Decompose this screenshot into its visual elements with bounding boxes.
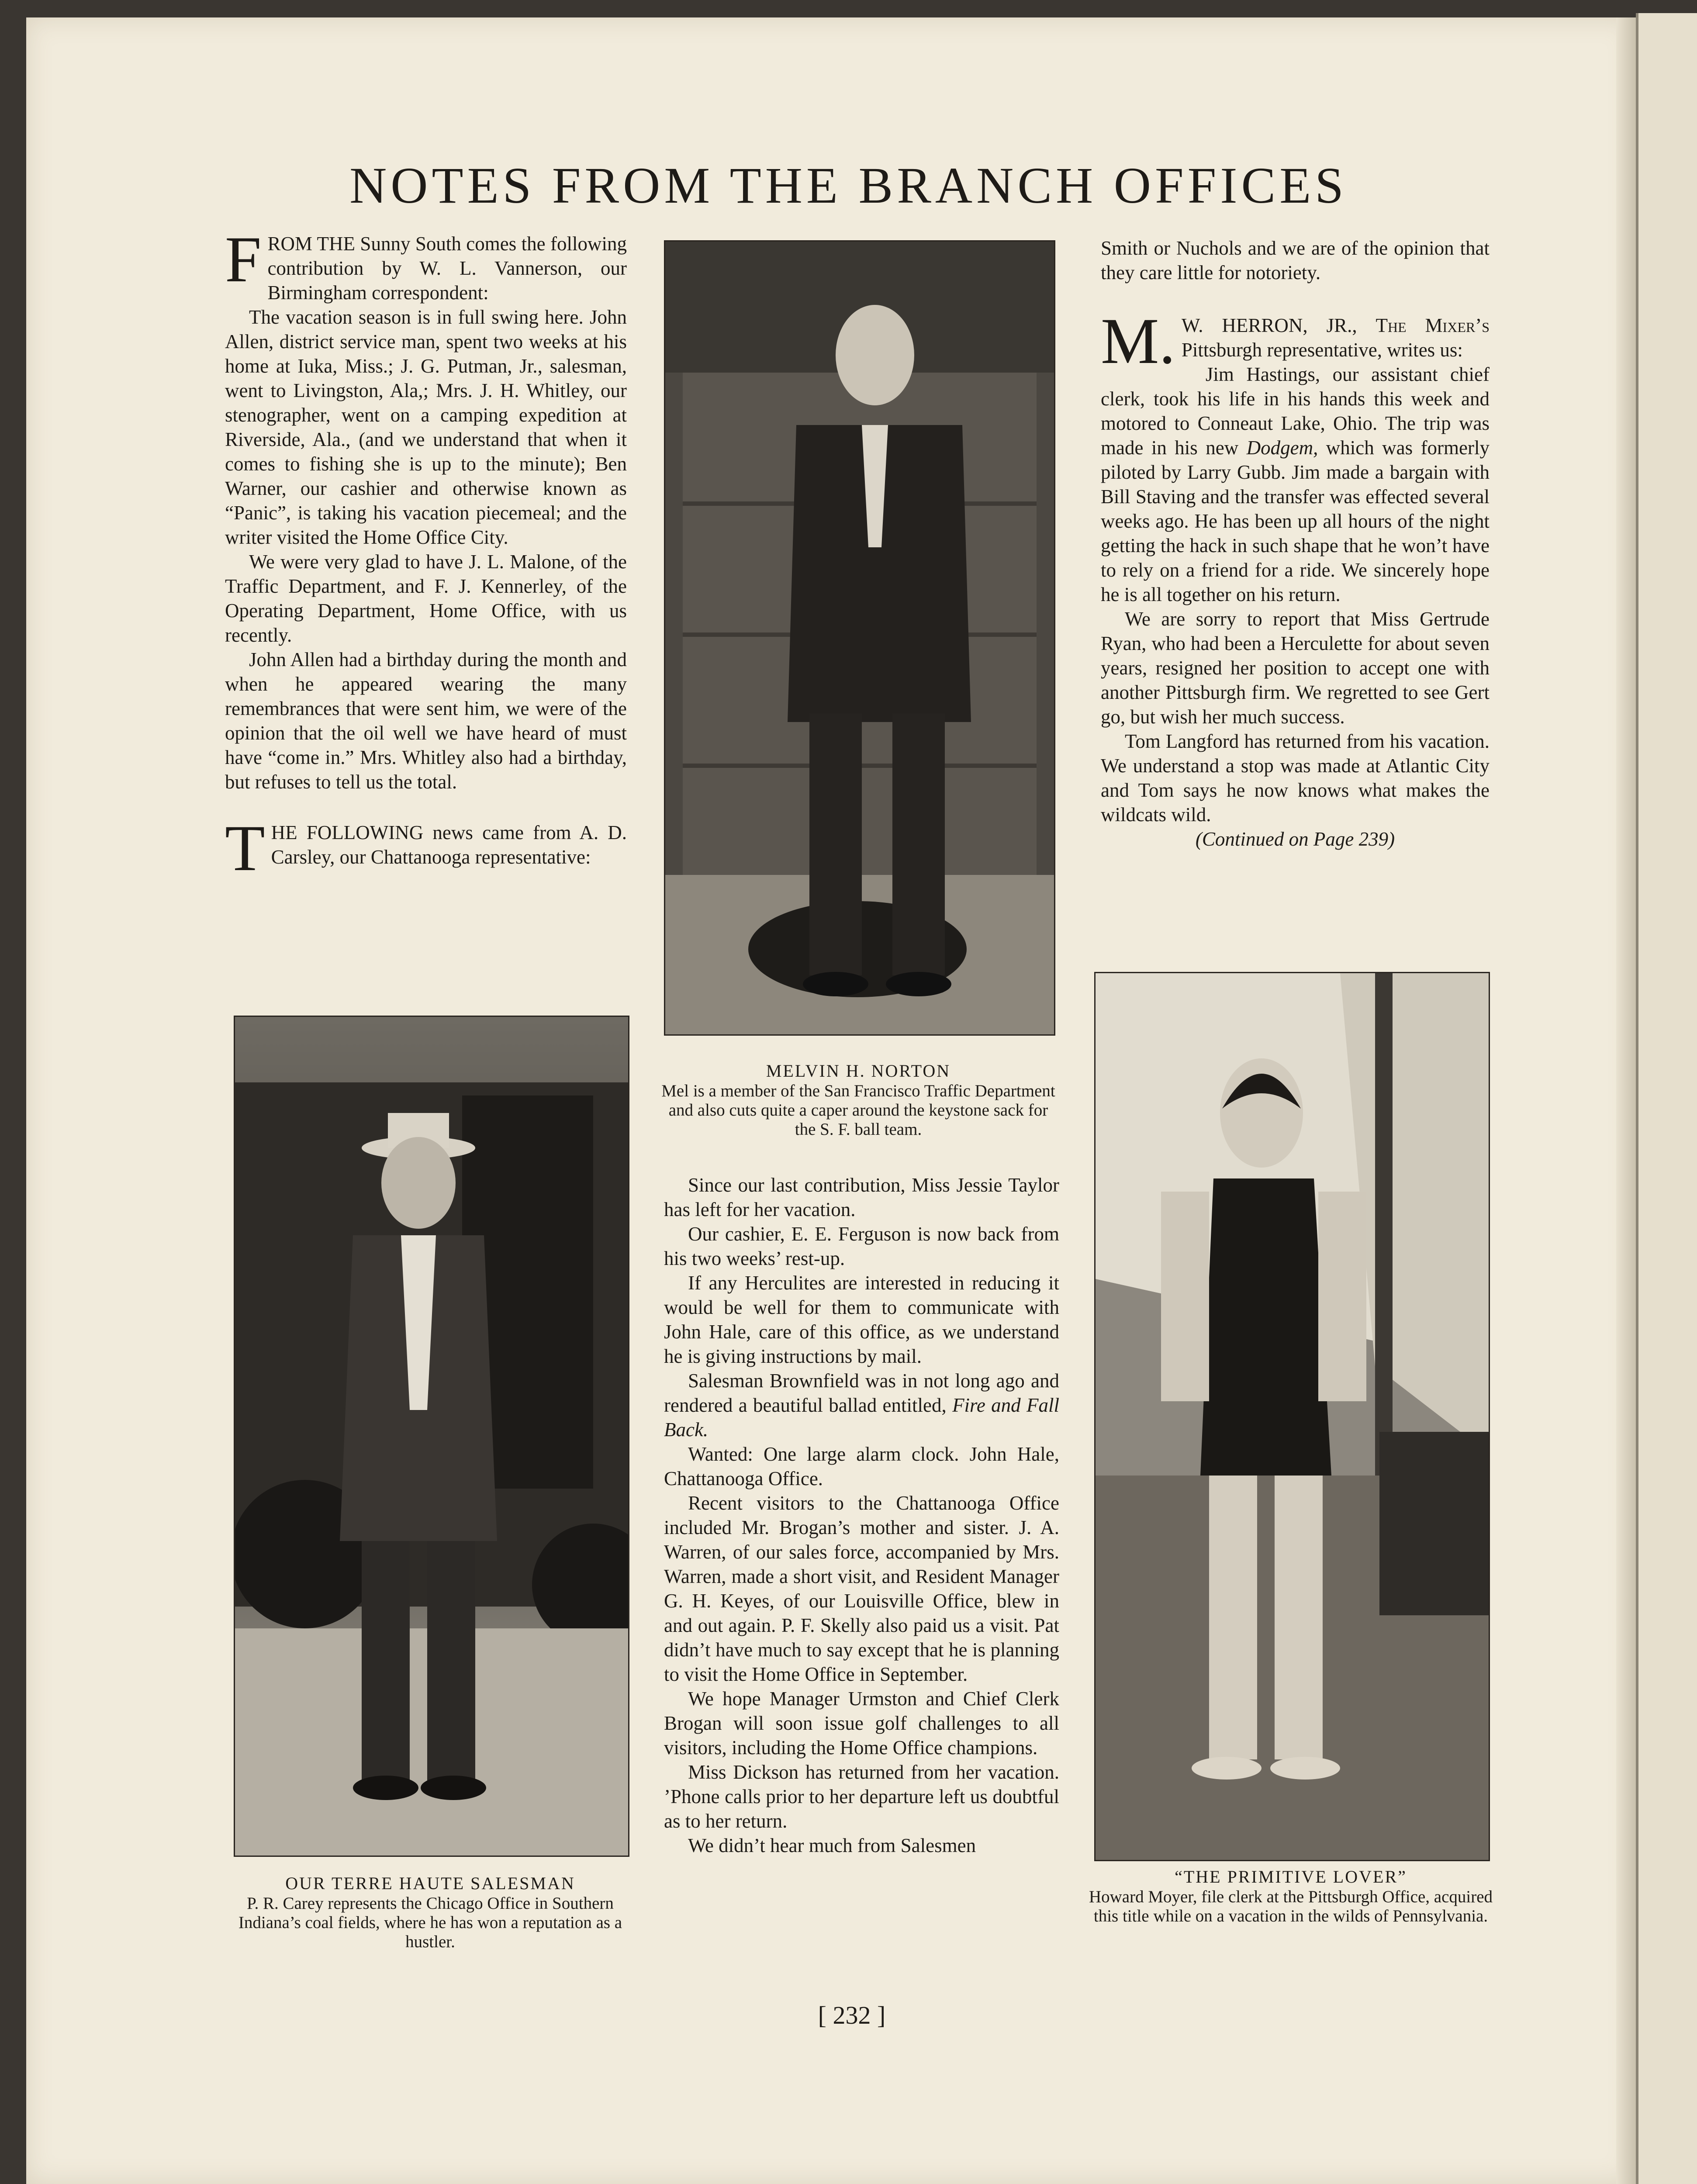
paragraph: Wanted: One large alarm clock. John Hale, Chattanooga Office.: [664, 1443, 1059, 1489]
paragraph: Since our last contribution, Miss Jessie Taylor has left for her vacation.: [664, 1174, 1059, 1220]
paragraph: We are sorry to report that Miss Gertrude Ryan, who had been a Herculette for about seven years, resigned her position to accept one with another Pittsburgh firm. We regretted to see Gert go, but wish her much success.: [1101, 608, 1490, 728]
drop-cap: M.: [1101, 305, 1175, 377]
magazine-name: The Mixer’s: [1376, 314, 1490, 336]
photo-moyer-image: [1096, 973, 1489, 1860]
page-number: [ 232 ]: [818, 2001, 886, 2029]
paragraph: Smith or Nuchols and we are of the opinion that they care little for notoriety.: [1101, 237, 1490, 283]
article-birmingham-intro: FROM THE Sunny South comes the following contribution by W. L. Vannerson, our Birmingham correspondent:: [225, 223, 627, 304]
paragraph: Tom Langford has returned from his vacation. We understand a stop was made at Atlantic City and Tom says he now knows what makes the wildcats wild.: [1101, 730, 1490, 826]
column-right: [1101, 236, 1490, 851]
adjacent-page-edge: [1636, 13, 1697, 2184]
paragraph: The vacation season is in full swing here. John Allen, district service man, spent two weeks at his home at Iuka, Miss.; J. G. Putman, Jr., salesman, went to Livingston, Ala,; Mrs. J. H. Whitley, our stenographer, went on a camping expedition at Riverside, Ala., (and we understand that when it comes to fishing she is up to the minute); Ben Warner, our cashier and otherwise known as “Panic”, is taking his vacation piecemeal; and the writer visited the Home Office City.: [225, 306, 627, 548]
paragraph: We didn’t hear much from Salesmen: [688, 1835, 976, 1856]
paragraph: Salesman Brownfield was in not long ago and rendered a beautiful ballad entitled, Fire and Fall Back.: [664, 1370, 1059, 1441]
photo-carey: [234, 1016, 629, 1857]
paragraph: If any Herculites are interested in reducing it would be well for them to communicate with John Hale, care of this office, as we understand he is giving instructions by mail.: [664, 1272, 1059, 1367]
caption-norton: [660, 1061, 1057, 1139]
photo-norton-image: [665, 242, 1054, 1034]
caption-text: P. R. Carey represents the Chicago Office in Southern Indiana’s coal fields, where he has won a reputation as a hustler.: [238, 1894, 622, 1951]
page-title: NOTES FROM THE BRANCH OFFICES: [349, 157, 1348, 214]
caption-text: Mel is a member of the San Francisco Traffic Department and also cuts quite a caper around the keystone sack for the S. F. ball team.: [661, 1082, 1055, 1139]
car-name: Dodgem,: [1246, 437, 1318, 459]
paragraph: Jim Hastings, our assistant chief clerk, took his life in his hands this week and motored to Conneaut Lake, Ohio. The trip was made in his new Dodgem, which was formerly piloted by Larry Gubb. Jim made a bargain with Bill Staving and the transfer was effected several weeks ago. He has been up all hours of the night getting the hack in such shape that he won’t have to rely on a friend for a ride. We sincerely hope he is all together on his return.: [1101, 363, 1490, 605]
caption-text: Howard Moyer, file clerk at the Pittsburgh Office, acquired this title while on a vacation in the wilds of Pennsylvania.: [1089, 1887, 1493, 1925]
caption-moyer: [1085, 1867, 1496, 1926]
paragraph: We hope Manager Urmston and Chief Clerk Brogan will soon issue golf challenges to all visitors, including the Home Office champions.: [664, 1688, 1059, 1759]
drop-cap: F: [225, 223, 262, 296]
paragraph: Recent visitors to the Chattanooga Office included Mr. Brogan’s mother and sister. J. A. Warren, of our sales force, accompanied by Mrs. Warren, made a short visit, and Resident Manager G. H. Keyes, of our Louisville Office, blew in and out again. P. F. Skelly also paid us a visit. Pat didn’t have much to say except that he is planning to visit the Home Office in September.: [664, 1492, 1059, 1685]
caption-title: “THE PRIMITIVE LOVER”: [1175, 1867, 1407, 1887]
article-pittsburgh-intro: M. W. HERRON, JR., The Mixer’s Pittsburgh representative, writes us:: [1101, 305, 1490, 377]
drop-cap: T: [225, 812, 265, 885]
paragraph: Our cashier, E. E. Ferguson is now back from his two weeks’ rest-up.: [664, 1223, 1059, 1269]
caption-title: OUR TERRE HAUTE SALESMAN: [285, 1873, 575, 1893]
paragraph: Miss Dickson has returned from her vacation. ’Phone calls prior to her departure left us doubtful as to her return.: [664, 1761, 1059, 1832]
ballad-title: Fire and Fall Back.: [664, 1394, 1059, 1441]
column-middle: [664, 1173, 1059, 1858]
column-left: [225, 223, 627, 885]
article-chattanooga-intro: THE FOLLOWING news came from A. D. Carsley, our Chattanooga representative:: [225, 812, 627, 885]
paragraph: John Allen had a birthday during the month and when he appeared wearing the many remembrances that were sent him, we were of the opinion that the oil well we have heard of must have “come in.” Mrs. Whitley also had a birthday, but refuses to tell us the total.: [225, 649, 627, 793]
photo-carey-image: [235, 1017, 628, 1856]
page-gutter: [1616, 17, 1636, 2184]
continued-note: (Continued on Page 239): [1195, 828, 1395, 850]
photo-norton: [664, 240, 1055, 1036]
caption-title: MELVIN H. NORTON: [766, 1061, 951, 1081]
paragraph: We were very glad to have J. L. Malone, of the Traffic Department, and F. J. Kennerley, of the Operating Department, Home Office, with us recently.: [225, 551, 627, 646]
caption-carey: [221, 1874, 640, 1952]
photo-moyer: [1094, 972, 1490, 1861]
